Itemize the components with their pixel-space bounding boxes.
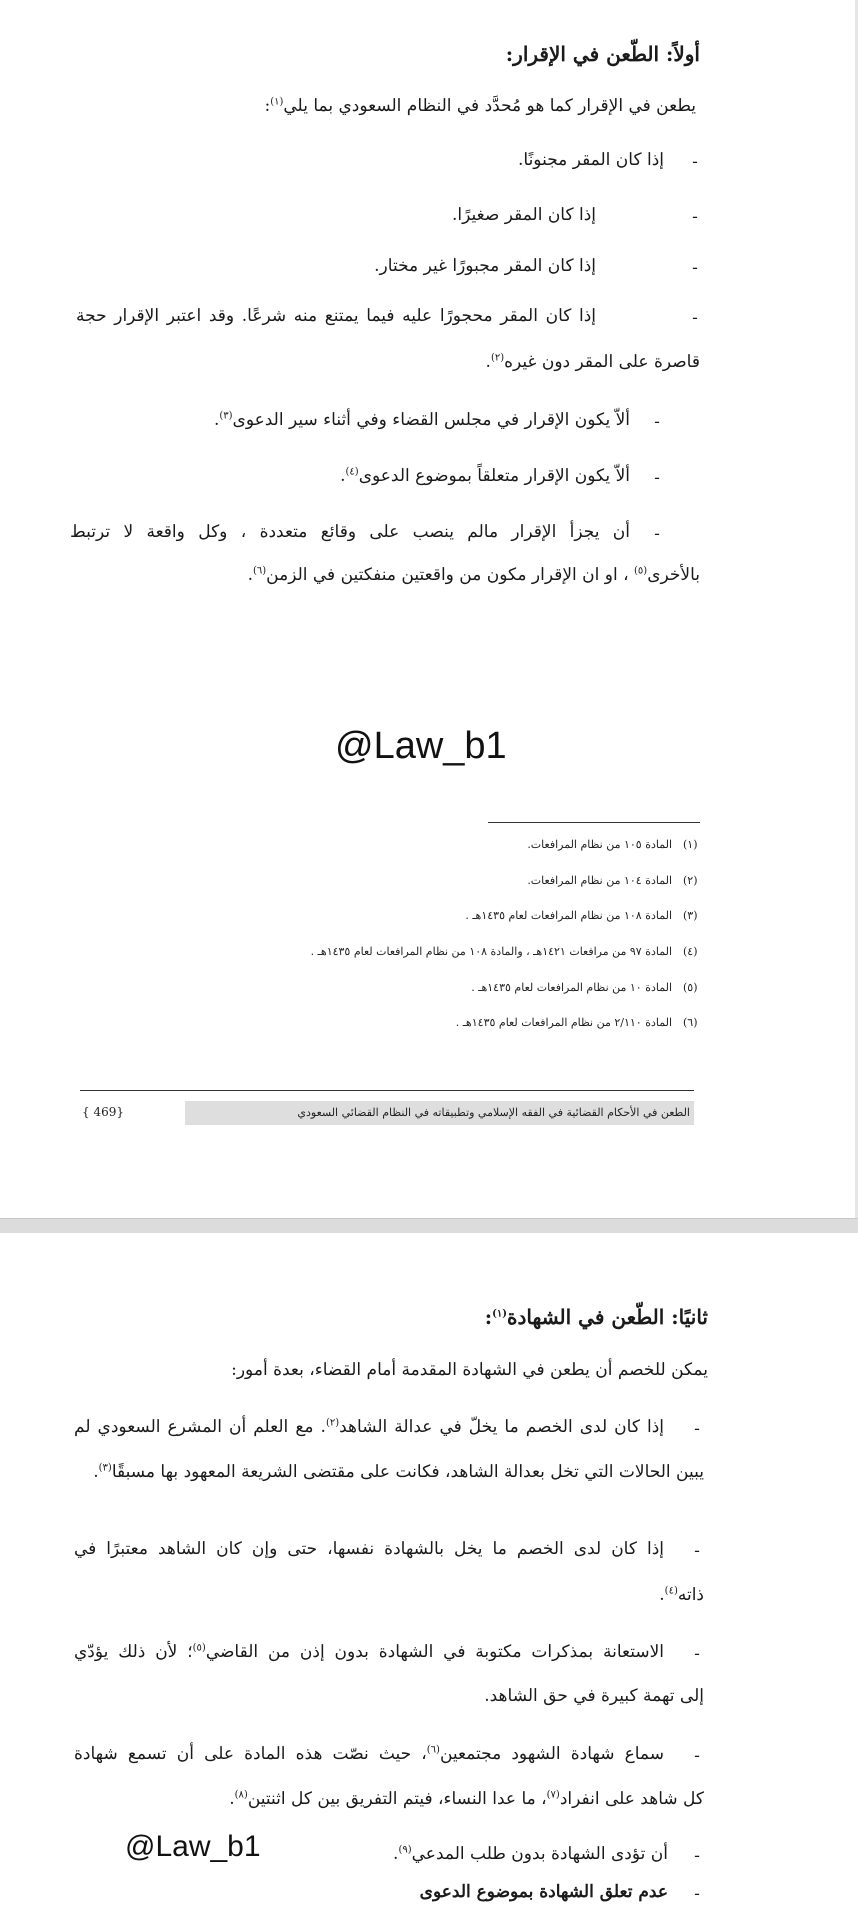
footer-divider [80,1090,694,1091]
list-item: أن يجزأ الإقرار مالم ينصب على وقائع متعددة ، وكل واقعة لا ترتبط [70,522,630,542]
footnote-text: المادة ١٠ من نظام المرافعات لعام ١٤٣٥هـ . [471,981,672,994]
list-item-continuation: ذاته$^{(٤)}$. [659,1585,704,1605]
list-item-continuation: يبين الحالات التي تخل بعدالة الشاهد، فكانت على مقتضى الشريعة المعهود بها مسبقًا$^{(٣)}$. [93,1462,704,1482]
list-dash: - [694,1746,700,1766]
section-heading-testimony: ثانيًا: الطّعن في الشهادة$^{(١)}$: [484,1305,708,1329]
section-heading-confession: أولاً: الطّعن في الإقرار: [505,42,700,66]
list-item: ألاّ يكون الإقرار في مجلس القضاء وفي أثناء سير الدعوى$^{(٣)}$. [213,410,630,430]
list-dash: - [654,524,660,544]
list-item: إذا كان المقر مجبورًا غير مختار. [374,256,596,276]
footnote-text: المادة ١٠٨ من نظام المرافعات لعام ١٤٣٥هـ . [465,909,672,922]
footnote-text: المادة ١٠٥ من نظام المرافعات. [527,838,672,851]
intro-paragraph: يطعن في الإقرار كما هو مُحدَّد في النظام السعودي بما يلي$^{(١)}$: [264,96,696,116]
list-item: إذا كان المقر صغيرًا. [452,205,596,225]
footnote-number: (٢) [683,874,698,887]
list-dash: - [654,412,660,432]
footnote-number: (٥) [683,981,698,994]
list-dash: - [692,308,698,328]
list-item-continuation: إلى تهمة كبيرة في حق الشاهد. [484,1686,704,1706]
list-item: إذا كان لدى الخصم ما يخل بالشهادة نفسها، حتى وإن كان الشاهد معتبرًا في [74,1539,664,1559]
footnote-ref: (٢) [325,1417,340,1429]
page-number: { 469} [82,1105,124,1119]
footnote-ref: (٥) [634,565,648,577]
list-item: إذا كان لدى الخصم ما يخلّ في عدالة الشاهد$^{(٢)}$. مع العلم أن المشرع السعودي لم [74,1417,664,1437]
list-item-continuation: قاصرة على المقر دون غيره$^{(٢)}$. [485,352,700,372]
watermark-handle: @Law_b1 [125,1830,261,1863]
footnote-ref: (٦) [426,1744,440,1756]
list-item-continuation: بالأخرى$^{(٥)}$ ، او ان الإقرار مكون من واقعتين منفكتين في الزمن$^{(٦)}$. [247,565,700,585]
footnote-ref: (٩) [398,1844,412,1856]
footnote-number: (٣) [683,909,698,922]
list-dash: - [694,1884,700,1904]
footnote-ref: (١) [270,96,284,108]
list-item: الاستعانة بمذكرات مكتوبة في الشهادة بدون إذن من القاضي$^{(٥)}$؛ لأن ذلك يؤدّي [74,1642,664,1662]
list-dash: - [692,258,698,278]
page-two [0,1233,858,1930]
footnote-ref: (٣) [98,1462,112,1474]
footnote-number: (١) [683,838,698,851]
page-separator [0,1218,858,1234]
list-item: عدم تعلق الشهادة بموضوع الدعوى [419,1882,668,1902]
footnote-divider [488,822,700,823]
list-dash: - [694,1419,700,1439]
list-item: إذا كان المقر مجنونًا. [517,150,664,170]
list-dash: - [692,207,698,227]
list-item: إذا كان المقر محجورًا عليه فيما يمتنع منه شرعًا. وقد اعتبر الإقرار حجة [76,306,596,326]
footnote-ref: (٣) [219,410,233,422]
list-dash: - [694,1846,700,1866]
list-item: ألاّ يكون الإقرار متعلقاً بموضوع الدعوى$^{(٤)}$. [340,466,630,486]
footnote-ref: (٥) [192,1642,206,1654]
footnote-ref: (٢) [490,352,505,364]
footnote-ref: (٤) [345,466,359,478]
footnote-ref: (١) [492,1308,508,1320]
list-dash: - [654,468,660,488]
list-dash: - [694,1644,700,1664]
list-item-continuation: كل شاهد على انفراد$^{(٧)}$، ما عدا النساء، فيتم التفريق بين كل اثنتين$^{(٨)}$. [229,1789,704,1809]
list-item: سماع شهادة الشهود مجتمعين$^{(٦)}$، حيث نصّت هذه المادة على أن تسمع شهادة [74,1744,664,1764]
list-item: أن تؤدى الشهادة بدون طلب المدعي$^{(٩)}$. [393,1844,668,1864]
list-dash: - [692,152,698,172]
footnote-text: المادة ١٠٤ من نظام المرافعات. [527,874,672,887]
footnote-ref: (٦) [252,565,267,577]
footnote-ref: (٧) [546,1789,560,1801]
footnote-ref: (٤) [664,1585,678,1597]
footnote-text: المادة ٩٧ من مرافعات ١٤٢١هـ ، والمادة ١٠٨ من نظام المرافعات لعام ١٤٣٥هـ . [310,945,672,958]
intro-paragraph: يمكن للخصم أن يطعن في الشهادة المقدمة أمام القضاء، بعدة أمور: [231,1360,708,1380]
watermark-handle: @Law_b1 [335,725,507,767]
footnote-text: المادة ٢/١١٠ من نظام المرافعات لعام ١٤٣٥هـ . [455,1016,672,1029]
list-dash: - [694,1541,700,1561]
footnote-number: (٦) [683,1016,698,1029]
footnote-number: (٤) [683,945,698,958]
footnote-ref: (٨) [234,1789,248,1801]
running-footer-title: الطعن في الأحكام القضائية في الفقه الإسلامي وتطبيقاته في النظام القضائي السعودي [297,1106,690,1119]
